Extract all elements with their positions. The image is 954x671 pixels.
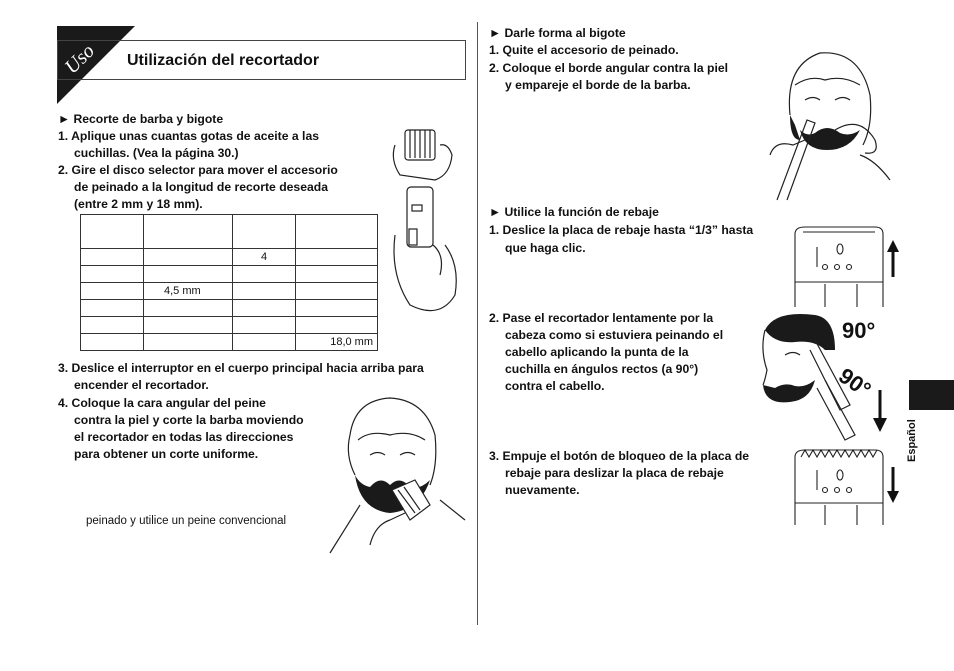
taper-plate-up-illustration [795, 222, 905, 307]
taper-step2-line1: 2. Pase el recortador lentamente por la [489, 311, 714, 325]
section-tab-label: Uso [60, 39, 99, 79]
column-divider [477, 22, 478, 625]
step3-line1: 3. Deslice el interruptor en el cuerpo principal hacia arriba para [58, 361, 424, 375]
step4-line2: contra la piel y corte la barba moviendo [74, 413, 304, 427]
table-row: 18,0 mm [81, 334, 378, 351]
language-tab [909, 380, 954, 410]
subhead-beard: ► Recorte de barba y bigote [58, 112, 224, 126]
angle-label-top: 90° [842, 318, 876, 343]
mustache-step2-line2: y empareje el borde de la barba. [505, 78, 691, 92]
taper-step1-line1: 1. Deslice la placa de rebaje hasta “1/3” hasta [489, 223, 754, 237]
subhead-mustache: ► Darle forma al bigote [489, 26, 626, 40]
angle-label-bottom: 90° [834, 362, 876, 403]
taper-step3-line1: 3. Empuje el botón de bloqueo de la placa de [489, 449, 750, 463]
step2-line3: (entre 2 mm y 18 mm). [74, 197, 203, 211]
taper-step3-line2: rebaje para deslizar la placa de rebaje [505, 466, 724, 480]
taper-step2-line3: cabello aplicando la punta de la [505, 345, 689, 359]
step3-line2: encender el recortador. [74, 378, 209, 392]
step1-line2: cuchillas. (Vea la página 30.) [74, 146, 239, 160]
step2-line2: de peinado a la longitud de recorte deseada [74, 180, 328, 194]
step2-line1: 2. Gire el disco selector para mover el accesorio [58, 163, 338, 177]
mustache-trimming-illustration [765, 45, 890, 200]
table-row [81, 266, 378, 283]
mustache-step2-line1: 2. Coloque el borde angular contra la piel [489, 61, 729, 75]
taper-plate-down-illustration [795, 445, 905, 525]
page-title: Utilización del recortador [127, 52, 320, 69]
down-arrow-icon [870, 390, 890, 435]
taper-step2-line2: cabeza como si estuviera peinando el [505, 328, 724, 342]
note-text: peinado y utilice un peine convencional [86, 515, 287, 527]
taper-step2-line4: cuchilla en ángulos rectos (a 90°) [505, 362, 699, 376]
step4-line4: para obtener un corte uniforme. [74, 447, 259, 461]
mustache-step1: 1. Quite el accesorio de peinado. [489, 43, 679, 57]
table-row: 4,5 mm [81, 283, 378, 300]
table-row [81, 300, 378, 317]
trimmer-dial-illustration [390, 125, 470, 320]
table-row [81, 317, 378, 334]
beard-trimming-illustration [330, 395, 465, 553]
table-row [81, 215, 378, 249]
step1-line1: 1. Aplique unas cuantas gotas de aceite a las [58, 129, 319, 143]
taper-step1-line2: que haga clic. [505, 241, 586, 255]
taper-step2-line5: contra el cabello. [505, 379, 605, 393]
length-table [80, 214, 378, 351]
subhead-taper: ► Utilice la función de rebaje [489, 205, 659, 219]
step4-line3: el recortador en todas las direcciones [74, 430, 294, 444]
language-label: Español [906, 419, 918, 462]
table-row: 4 [81, 249, 378, 266]
step4-line1: 4. Coloque la cara angular del peine [58, 396, 266, 410]
taper-step3-line3: nuevamente. [505, 483, 580, 497]
